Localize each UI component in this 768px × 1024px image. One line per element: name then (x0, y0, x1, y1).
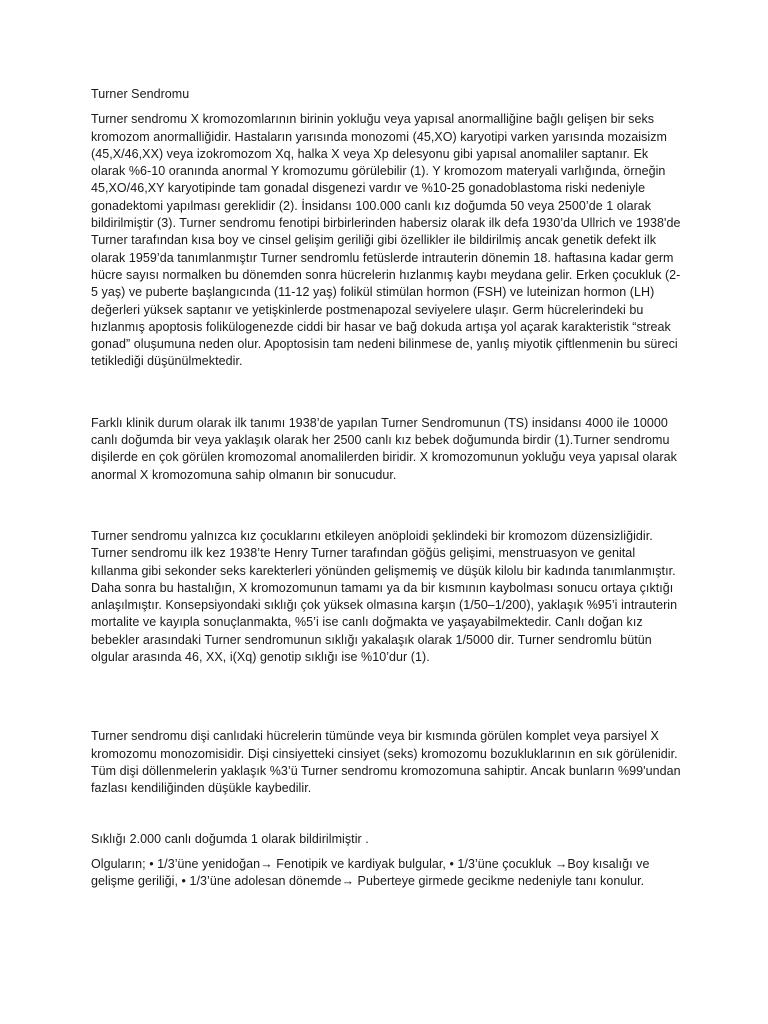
spacer (91, 666, 681, 728)
spacer (91, 798, 681, 831)
paragraph-diagnosis: Olguların; • 1/3’üne yenidoğan→ Fenotipik ve kardiyak bulgular, • 1/3’üne çocukluk →Boy kısalığı ve gelişme geriliği, • 1/3’üne adolesan dönemde→ Puberteye girmede gecikme nedeniyle tanı konulur. (91, 856, 650, 889)
paragraph-intro: Turner sendromu X kromozomlarının birinin yokluğu veya yapısal anormalliğine bağlı gelişen bir seks kromozom anormalliğidir. Hastaların yarısında monozomi (45,XO) karyotipi varken yarısında mozaisizm (45,X/46,XX) veya izokromozom Xq, halka X veya Xp delesyonu gibi yapısal anomaliler saptanır. Ek olarak %6-10 oranında anormal Y kromozumu görülebilir (1). Y kromozom materyali varlığında, örneğin 45,XO/46,XY karyotipinde tam gonadal disgenezi vardır ve %10-25 gonadoblastoma riski nedeniyle gonadektomi yapılması gereklidir (2). İnsidansı 100.000 canlı kız doğumda 50 veya 2500’de 1 olarak bildirilmiştir (3). Turner sendromu fenotipi birbirlerinden habersiz olarak ilk defa 1930’da Ullrich ve 1938'de Turner tarafından kısa boy ve cinsel gelişim geriliği gibi özellikler ile bildirilmiş ancak genetik defekt ilk olarak 1959’da tanımlanmıştır Turner sendromlu fetüslerde intrauterin dönemin 18. haftasına kadar germ hücre sayısı normalken bu dönemden sonra hücrelerin hızlanmış kaybı meydana gelir. Erken çocukluk (2-5 yaş) ve puberte başlangıcında (11-12 yaş) folikül stimülan hormon (FSH) ve luteinizan hormon (LH) değerleri yüksek saptanır ve yetişkinlerde postmenapozal seviyelere ulaşır. Germ hücrelerindeki bu hızlanmış apoptosis folikülogenezde ciddi bir hasar ve bağ dokuda artışa yol açarak karakteristik “streak gonad” oluşumuna neden olur. Apoptosisin tam nedeni bilinmese de, yanlış miyotik çiftlenmenin bu süreci tetiklediği düşünülmektedir. (91, 112, 681, 369)
spacer (91, 484, 681, 528)
paragraph-frequency: Sıklığı 2.000 canlı doğumda 1 olarak bildirilmiştir . (91, 831, 369, 846)
document-title: Turner Sendromu (91, 87, 190, 101)
spacer (91, 371, 681, 415)
paragraph-incidence: Farklı klinik durum olarak ilk tanımı 1938’de yapılan Turner Sendromunun (TS) insidansı 4000 ile 10000 canlı doğumda bir veya yaklaşık olarak her 2500 canlı kız bebek doğumunda birdir (1).Turner sendromu dişilerde en çok görülen kromozomal anomalilerden biridir. X kromozomunun yokluğu veya yapısal olarak anormal X kromozomuna sahip olmanın bir sonucudur. (91, 415, 677, 482)
document-page (91, 86, 681, 890)
spacer (91, 848, 681, 856)
paragraph-monosomy: Turner sendromu dişi canlıdaki hücrelerin tümünde veya bir kısmında görülen komplet veya parsiyel X kromozomu monozomisidir. Dişi cinsiyetteki cinsiyet (seks) kromozomu bozukluklarının en sık görülenidir. Tüm dişi döllenmelerin yaklaşık %3’ü Turner sendromu kromozomuna sahiptir. Ancak bunların %99'undan fazlası kendiliğinden düşükle kaybedilir. (91, 729, 681, 796)
paragraph-history: Turner sendromu yalnızca kız çocuklarını etkileyen anöploidi şeklindeki bir kromozom düzensizliğidir. Turner sendromu ilk kez 1938’te Henry Turner tarafından göğüs gelişimi, menstruasyon ve genital kıllanma gibi sekonder seks karekterleri yönünden gelişmemiş ve düşük kilolu bir kadında tanımlanmıştır. Daha sonra bu hastalığın, X kromozomunun tamamı ya da bir kısmının kaybolması sonucu ortaya çıktığı anlaşılmıştır. Konsepsiyondaki sıklığı çok yüksek olmasına karşın (1/50–1/200), yaklaşık %95’i intrauterin mortalite ve kayıpla sonuçlanmakta, %5’i ise canlı doğmakta ve yaşayabilmektedir. Canlı doğan kız bebekler arasındaki Turner sendromunun sıklığı yakalaşık olarak 1/5000 dir. Turner sendromlu bütün olgular arasında 46, XX, i(Xq) genotip sıklığı ise %10’dur (1). (91, 528, 678, 665)
